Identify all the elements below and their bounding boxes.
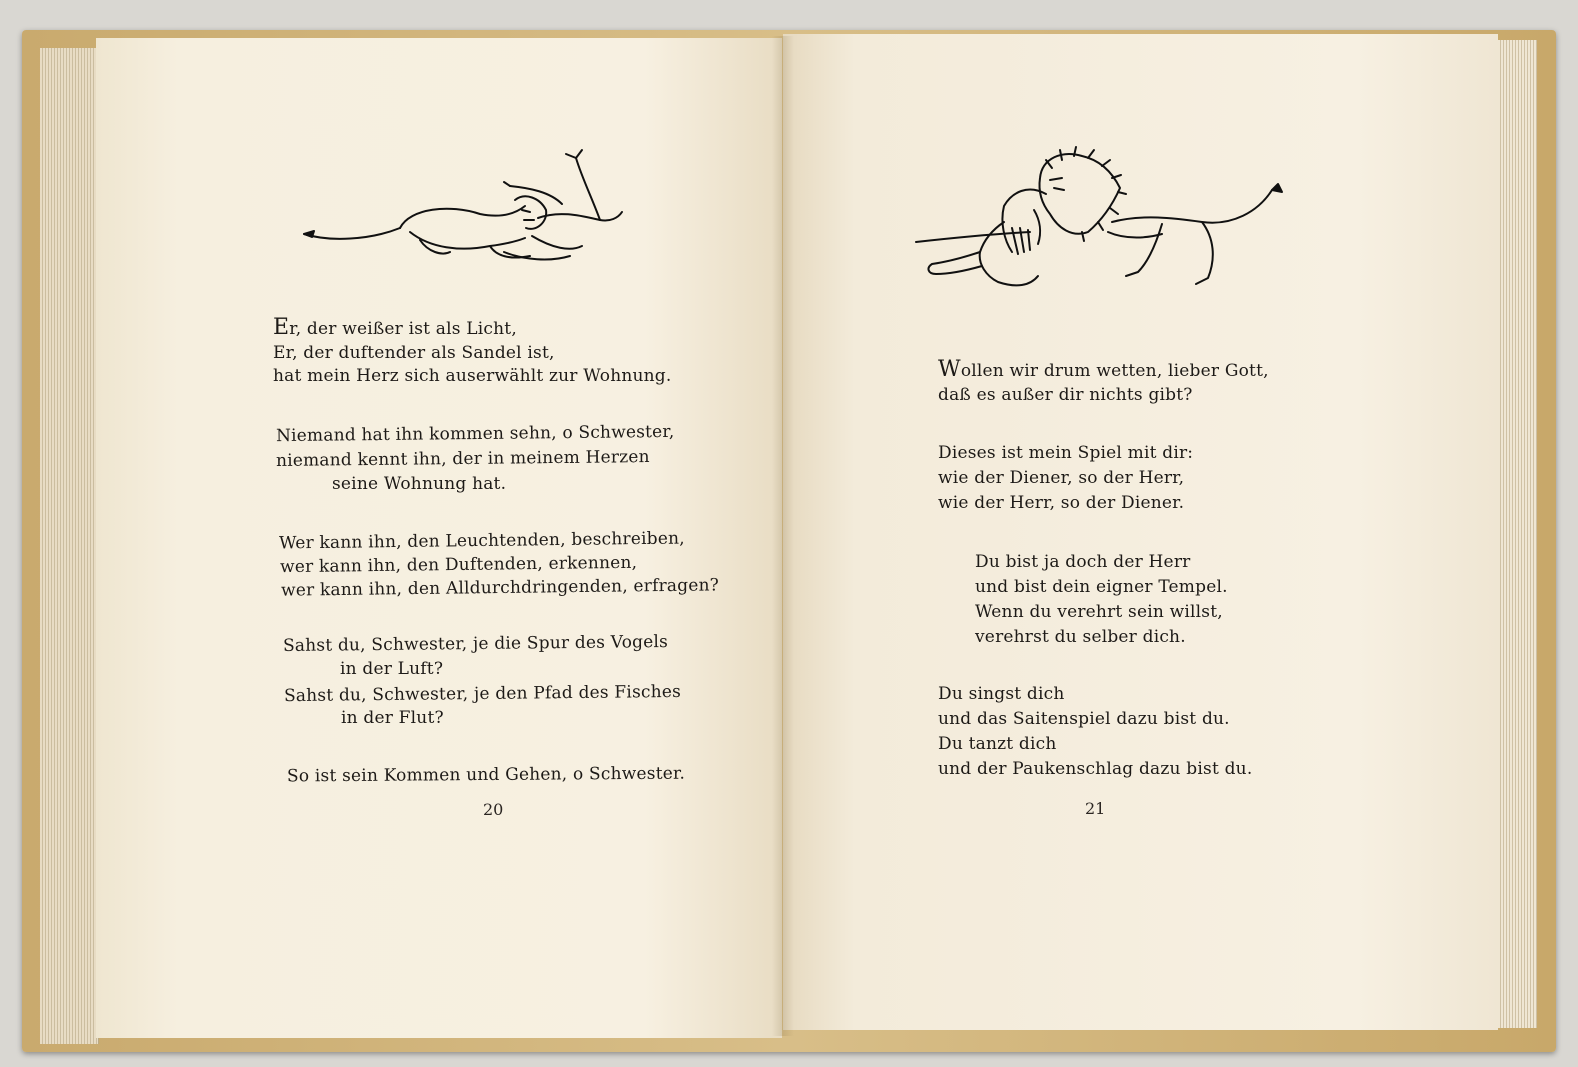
book-gutter <box>772 36 794 1036</box>
poem-line: niemand kennt ihn, der in meinem Herzen <box>275 447 650 471</box>
drop-cap: W <box>938 357 961 382</box>
poem-line: wer kann ihn, den Alldurchdringenden, erfragen? <box>280 575 720 601</box>
lion-man-drawing <box>912 148 1284 296</box>
poem-line: hat mein Herz sich auserwählt zur Wohnung. <box>273 366 672 386</box>
poem-line: Niemand hat ihn kommen sehn, o Schwester, <box>275 421 675 447</box>
poem-line: Dieses ist mein Spiel mit dir: <box>938 443 1194 463</box>
poem-line: und das Saitenspiel dazu bist du. <box>938 709 1230 729</box>
poem-line: in der Luft? <box>340 659 444 679</box>
poem-line: verehrst du selber dich. <box>975 627 1186 647</box>
poem-line: Du tanzt dich <box>938 734 1057 754</box>
poem-line: wie der Herr, so der Diener. <box>938 493 1185 513</box>
poem-line: in der Flut? <box>341 708 444 728</box>
poem-line: Sahst du, Schwester, je die Spur des Vogels <box>282 631 669 657</box>
poem-line: Wenn du verehrt sein willst, <box>975 602 1223 622</box>
page-number-right: 21 <box>1085 799 1106 818</box>
poem-line: Wollen wir drum wetten, lieber Gott, <box>938 357 1269 382</box>
poem-line: wie der Diener, so der Herr, <box>938 468 1185 488</box>
poem-line: Du singst dich <box>938 684 1065 704</box>
drop-cap: E <box>273 315 290 340</box>
page-edges-right <box>1494 40 1537 1028</box>
poem-line: So ist sein Kommen und Gehen, o Schwester. <box>286 763 686 787</box>
poem-line: daß es außer dir nichts gibt? <box>938 385 1193 405</box>
poem-line: seine Wohnung hat. <box>332 474 507 494</box>
poem-line: Sahst du, Schwester, je den Pfad des Fisches <box>283 681 682 707</box>
lion-antelope-drawing <box>300 148 630 268</box>
poem-line: Du bist ja doch der Herr <box>975 552 1191 572</box>
poem-line: Er, der duftender als Sandel ist, <box>273 343 555 363</box>
poem-line: und bist dein eigner Tempel. <box>975 577 1228 597</box>
page-number-left: 20 <box>483 800 504 819</box>
poem-line: wer kann ihn, den Duftenden, erkennen, <box>279 552 638 578</box>
poem-line: Wer kann ihn, den Leuchtenden, beschreiben, <box>278 528 685 554</box>
poem-line: Er, der weißer ist als Licht, <box>273 315 517 340</box>
page-edges-left <box>40 48 99 1044</box>
poem-line: und der Paukenschlag dazu bist du. <box>938 759 1253 779</box>
